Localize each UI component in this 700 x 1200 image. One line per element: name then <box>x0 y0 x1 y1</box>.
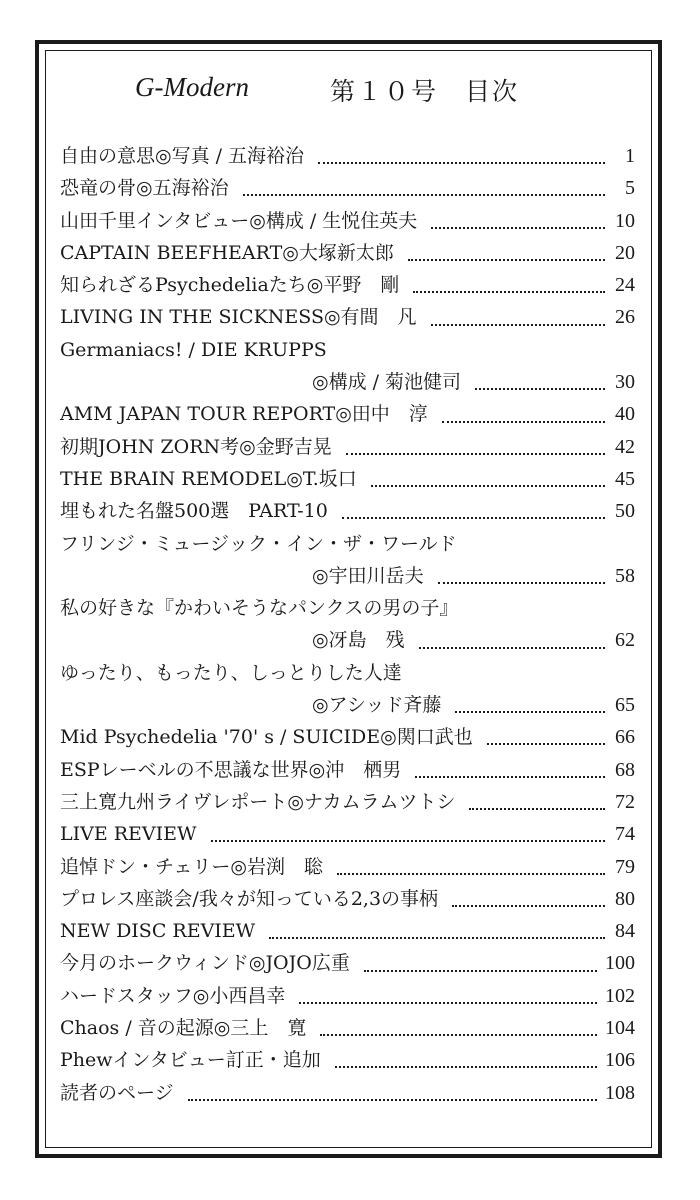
toc-entry-page: 24 <box>615 274 635 297</box>
toc-entry <box>60 980 635 1012</box>
toc-entry <box>60 624 635 656</box>
toc-entry <box>60 301 635 333</box>
toc-entry-title: ◎冴島 残 <box>312 629 405 652</box>
toc-entry-page: 30 <box>615 371 635 394</box>
toc-header <box>45 72 652 112</box>
toc-entry-page: 40 <box>615 403 635 426</box>
dot-leader <box>269 929 605 939</box>
toc-entry-page: 26 <box>615 306 635 329</box>
toc-entry-page: 74 <box>615 823 635 846</box>
toc-entry <box>60 334 635 366</box>
table-of-contents <box>60 140 635 1109</box>
dot-leader <box>408 251 605 261</box>
toc-entry-page: 72 <box>615 790 635 813</box>
toc-entry-page: 84 <box>615 920 635 943</box>
toc-entry-page: 108 <box>605 1081 635 1104</box>
dot-leader <box>431 316 605 326</box>
toc-entry-title: AMM JAPAN TOUR REPORT◎田中 淳 <box>60 403 428 426</box>
toc-entry <box>60 463 635 495</box>
dot-leader <box>364 962 597 972</box>
toc-entry <box>60 205 635 237</box>
issue-heading: 第１０号 目次 <box>330 77 520 106</box>
toc-entry <box>60 915 635 947</box>
toc-entry-page: 68 <box>615 758 635 781</box>
dot-leader <box>419 639 605 649</box>
toc-entry-title: プロレス座談会/我々が知っている2,3の事柄 <box>60 887 439 910</box>
dot-leader <box>320 1026 597 1036</box>
toc-entry-title: Chaos / 音の起源◎三上 寛 <box>60 1017 307 1040</box>
dot-leader <box>455 703 605 713</box>
toc-entry <box>60 883 635 915</box>
toc-entry-title: ◎宇田川岳夫 <box>312 564 424 587</box>
toc-entry <box>60 786 635 818</box>
toc-entry <box>60 528 635 560</box>
toc-entry-page: 58 <box>615 564 635 587</box>
toc-entry <box>60 172 635 204</box>
dot-leader <box>413 283 605 293</box>
toc-entry-title: 私の好きな『かわいそうなパンクスの男の子』 <box>60 597 459 620</box>
dot-leader <box>438 574 605 584</box>
dot-leader <box>335 1058 597 1068</box>
toc-entry-title: 自由の意思◎写真 / 五海裕治 <box>60 145 305 167</box>
toc-entry-title: 知られざるPsychedeliaたち◎平野 剛 <box>60 274 400 297</box>
toc-entry-title: THE BRAIN REMODEL◎T.坂口 <box>60 467 357 490</box>
toc-entry-title: Phewインタビュー訂正・追加 <box>60 1049 321 1072</box>
dot-leader <box>188 1091 597 1101</box>
toc-entry-page: 45 <box>615 467 635 490</box>
dot-leader <box>318 154 605 164</box>
toc-entry-title: LIVE REVIEW <box>60 823 197 846</box>
toc-entry-page: 100 <box>605 952 635 975</box>
toc-entry-title: ESPレーベルの不思議な世界◎沖 栖男 <box>60 758 402 781</box>
dot-leader <box>243 186 605 196</box>
toc-entry <box>60 947 635 979</box>
toc-entry <box>60 592 635 624</box>
dot-leader <box>346 445 605 455</box>
toc-entry-title: Germaniacs! / DIE KRUPPS <box>60 338 327 361</box>
toc-entry-page: 1 <box>625 145 635 167</box>
toc-entry <box>60 560 635 592</box>
toc-entry <box>60 1044 635 1076</box>
toc-entry-page: 79 <box>615 855 635 878</box>
toc-entry-title: ◎アシッド斉藤 <box>312 694 442 717</box>
toc-entry-title: 三上寛九州ライヴレポート◎ナカムラムツトシ <box>60 790 456 813</box>
toc-entry-title: 埋もれた名盤500選 PART-10 <box>60 500 328 523</box>
dot-leader <box>452 897 605 907</box>
toc-entry-page: 102 <box>605 984 635 1007</box>
toc-entry-title: ◎構成 / 菊池健司 <box>312 371 462 394</box>
toc-entry-page: 65 <box>615 694 635 717</box>
toc-entry-title: CAPTAIN BEEFHEART◎大塚新太郎 <box>60 241 394 264</box>
toc-entry-page: 50 <box>615 500 635 523</box>
toc-entry <box>60 495 635 527</box>
toc-entry <box>60 689 635 721</box>
toc-entry-title: 追悼ドン・チェリー◎岩渕 聡 <box>60 855 324 878</box>
dot-leader <box>299 994 597 1004</box>
toc-entry-title: 今月のホークウィンド◎JOJO広重 <box>60 952 350 975</box>
toc-entry <box>60 657 635 689</box>
toc-entry-page: 20 <box>615 241 635 264</box>
dot-leader <box>431 219 605 229</box>
toc-entry-page: 5 <box>625 177 635 200</box>
toc-entry <box>60 398 635 430</box>
toc-entry-title: Mid Psychedelia '70' s / SUICIDE◎関口武也 <box>60 726 473 749</box>
toc-entry-title: 読者のページ <box>60 1081 174 1104</box>
toc-entry <box>60 1077 635 1109</box>
toc-entry <box>60 818 635 850</box>
toc-entry <box>60 1012 635 1044</box>
toc-entry-page: 80 <box>615 887 635 910</box>
dot-leader <box>337 865 605 875</box>
toc-entry-page: 10 <box>615 209 635 232</box>
toc-entry-page: 66 <box>615 726 635 749</box>
toc-entry-title: 恐竜の骨◎五海裕治 <box>60 177 229 200</box>
toc-entry <box>60 237 635 269</box>
dot-leader <box>442 413 605 423</box>
dot-leader <box>342 509 605 519</box>
magazine-title: G-Modern <box>135 72 249 102</box>
dot-leader <box>487 735 605 745</box>
toc-entry-title: 初期JOHN ZORN考◎金野吉晃 <box>60 435 332 458</box>
toc-entry <box>60 431 635 463</box>
toc-entry-page: 106 <box>605 1049 635 1072</box>
toc-entry <box>60 269 635 301</box>
dot-leader <box>475 380 605 390</box>
toc-entry-title: ゆったり、もったり、しっとりした人達 <box>60 661 402 684</box>
toc-entry-title: フリンジ・ミュージック・イン・ザ・ワールド <box>60 532 457 555</box>
toc-entry-title: ハードスタッフ◎小西昌幸 <box>60 984 286 1007</box>
toc-entry <box>60 366 635 398</box>
dot-leader <box>211 832 605 842</box>
toc-entry <box>60 851 635 883</box>
toc-entry-page: 42 <box>615 435 635 458</box>
toc-entry-title: 山田千里インタビュー◎構成 / 生悦住英夫 <box>60 209 418 232</box>
toc-entry-page: 62 <box>615 629 635 652</box>
toc-entry-title: LIVING IN THE SICKNESS◎有間 凡 <box>60 306 417 329</box>
toc-entry <box>60 721 635 753</box>
dot-leader <box>371 477 605 487</box>
toc-entry <box>60 140 635 172</box>
toc-entry-title: NEW DISC REVIEW <box>60 920 256 943</box>
dot-leader <box>415 768 605 778</box>
toc-entry-page: 104 <box>605 1017 635 1040</box>
toc-entry <box>60 754 635 786</box>
dot-leader <box>469 800 605 810</box>
